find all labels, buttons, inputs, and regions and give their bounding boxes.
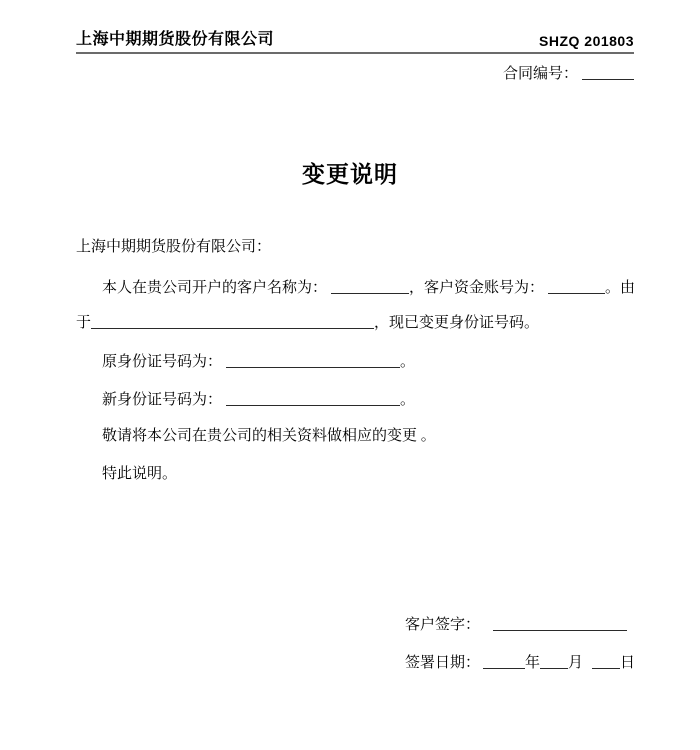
customer-signature-line — [405, 613, 627, 634]
salutation-text: 上海中期期货股份有限公司： — [76, 239, 272, 255]
document-title: 变更说明 — [302, 161, 398, 187]
old-id-blank — [226, 354, 400, 368]
new-id-line — [76, 390, 640, 409]
contract-number-blank — [582, 66, 634, 80]
customer-info-line — [76, 278, 640, 297]
closing-line — [76, 465, 640, 483]
year-blank — [483, 655, 525, 669]
document-header — [76, 26, 634, 54]
reason-suffix-text: ，现已变更身份证号码。 — [374, 315, 540, 331]
header-company-name: 上海中期期货股份有限公司 — [76, 31, 275, 48]
account-number-blank — [548, 280, 605, 294]
month-suffix-label: 月 — [568, 655, 584, 671]
header-form-code: SHZQ 201803 — [539, 33, 634, 49]
customer-signature-label: 客户签字： — [405, 617, 481, 633]
old-id-period: 。 — [400, 354, 416, 370]
reason-line — [76, 313, 640, 332]
reason-blank — [91, 315, 374, 329]
sign-date-label: 签署日期： — [405, 655, 481, 671]
contract-number-line — [503, 62, 634, 83]
customer-name-label: 本人在贵公司开户的客户名称为： — [102, 280, 328, 296]
year-suffix-label: 年 — [525, 655, 541, 671]
customer-name-blank — [331, 280, 409, 294]
new-id-period: 。 — [400, 392, 416, 408]
request-line — [76, 427, 640, 445]
day-blank — [592, 655, 620, 669]
day-suffix-label: 日 — [620, 655, 636, 671]
request-text: 敬请将本公司在贵公司的相关资料做相应的变更 。 — [102, 428, 436, 444]
old-id-line — [76, 352, 640, 371]
account-number-label: ，客户资金账号为： — [409, 280, 545, 296]
line-end-text: 。由 — [605, 280, 636, 296]
customer-signature-blank — [493, 617, 627, 631]
sign-date-line — [405, 651, 635, 672]
contract-number-label: 合同编号： — [502, 66, 578, 82]
closing-text: 特此说明。 — [102, 466, 178, 482]
month-blank — [540, 655, 568, 669]
reason-prefix-text: 于 — [76, 315, 92, 331]
new-id-blank — [226, 392, 400, 406]
new-id-label: 新身份证号码为： — [102, 392, 223, 408]
old-id-label: 原身份证号码为： — [102, 354, 223, 370]
salutation-line — [76, 238, 640, 256]
